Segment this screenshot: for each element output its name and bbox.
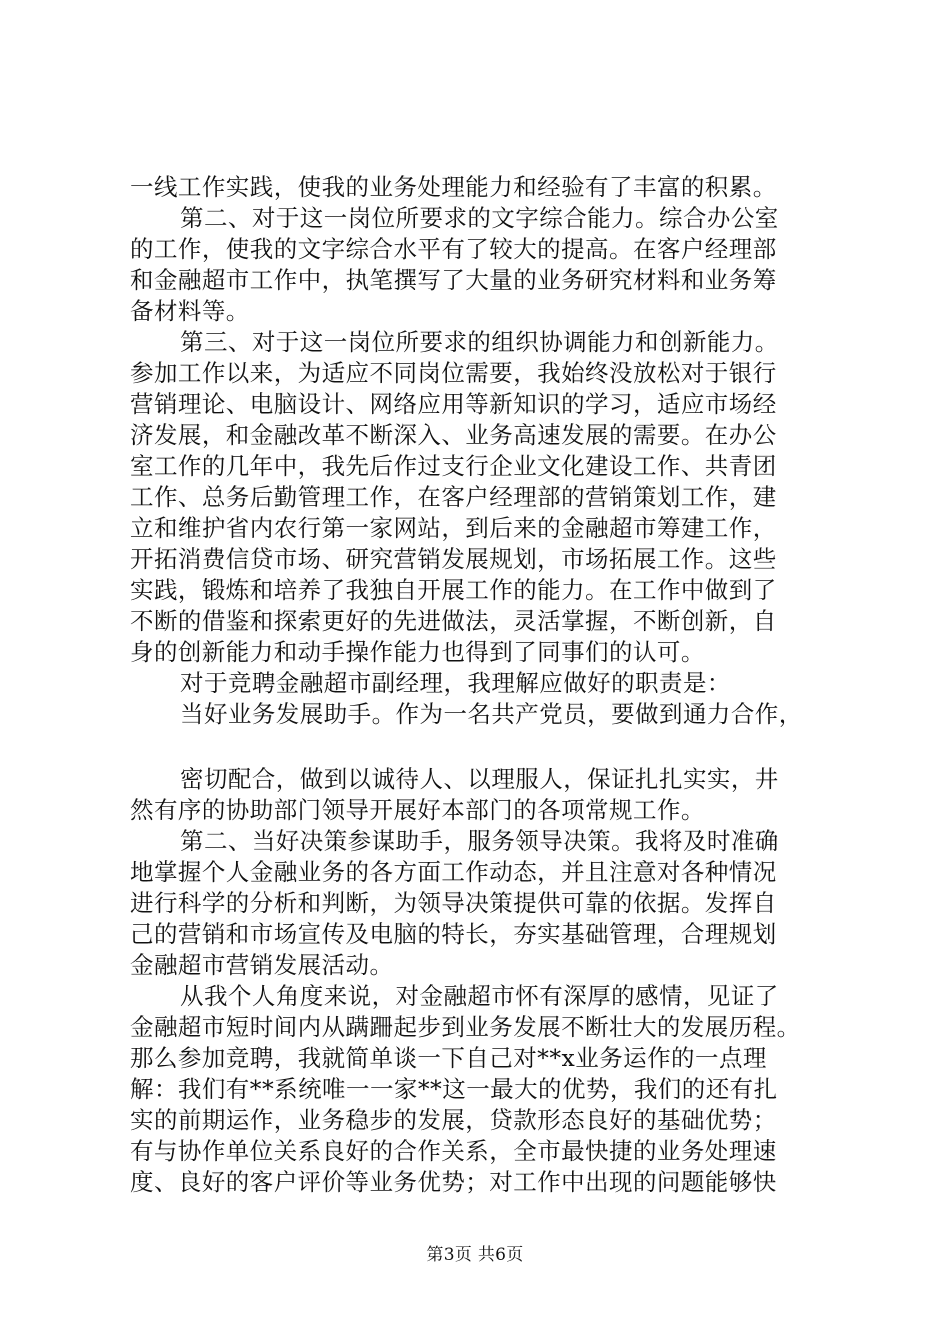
body-line-30: 实的前期运作，业务稳步的发展，贷款形态良好的基础优势； xyxy=(130,1106,777,1134)
body-line-13: 开拓消费信贷市场、研究营销发展规划，市场拓展工作。这些 xyxy=(130,545,777,573)
body-line-6: 第三、对于这一岗位所要求的组织协调能力和创新能力。 xyxy=(180,328,779,356)
body-line-17: 对于竞聘金融超市副经理，我理解应做好的职责是： xyxy=(180,669,731,697)
body-line-23: 进行科学的分析和判断，为领导决策提供可靠的依据。发挥自 xyxy=(130,889,777,917)
body-line-28: 那么参加竞聘，我就简单谈一下自己对**x业务运作的一点理 xyxy=(130,1044,767,1072)
body-line-21: 第二、当好决策参谋助手，服务领导决策。我将及时准确 xyxy=(180,827,779,855)
body-line-15: 不断的借鉴和探索更好的先进做法，灵活掌握，不断创新，自 xyxy=(130,607,777,635)
body-line-29: 解：我们有**系统唯一一家**这一最大的优势，我们的还有扎 xyxy=(130,1075,778,1103)
body-line-9: 济发展，和金融改革不断深入、业务高速发展的需要。在办公 xyxy=(130,421,777,449)
body-line-26: 从我个人角度来说，对金融超市怀有深厚的感情，见证了 xyxy=(180,982,779,1010)
body-line-2: 第二、对于这一岗位所要求的文字综合能力。综合办公室 xyxy=(180,204,779,232)
body-line-7: 参加工作以来，为适应不同岗位需要，我始终没放松对于银行 xyxy=(130,359,777,387)
body-line-25: 金融超市营销发展活动。 xyxy=(130,951,394,979)
body-line-20: 然有序的协助部门领导开展好本部门的各项常规工作。 xyxy=(130,796,705,824)
body-line-16: 身的创新能力和动手操作能力也得到了同事们的认可。 xyxy=(130,638,705,666)
body-line-24: 己的营销和市场宣传及电脑的特长，夯实基础管理，合理规划 xyxy=(130,920,777,948)
page-footer: 第3页 共6页 xyxy=(426,1245,524,1265)
body-line-22: 地掌握个人金融业务的各方面工作动态，并且注意对各种情况 xyxy=(130,858,777,886)
body-line-5: 备材料等。 xyxy=(130,297,250,325)
body-line-4: 和金融超市工作中，执笔撰写了大量的业务研究材料和业务筹 xyxy=(130,266,777,294)
body-line-10: 室工作的几年中，我先后作过支行企业文化建设工作、共青团 xyxy=(130,452,777,480)
body-line-19: 密切配合，做到以诚待人、以理服人，保证扎扎实实，井 xyxy=(180,765,779,793)
body-line-12: 立和维护省内农行第一家网站，到后来的金融超市筹建工作， xyxy=(130,514,777,542)
body-line-27: 金融超市短时间内从蹒跚起步到业务发展不断壮大的发展历程。 xyxy=(130,1013,801,1041)
body-line-32: 度、良好的客户评价等业务优势；对工作中出现的问题能够快 xyxy=(130,1168,777,1196)
body-line-11: 工作、总务后勤管理工作，在客户经理部的营销策划工作，建 xyxy=(130,483,777,511)
body-line-3: 的工作，使我的文字综合水平有了较大的提高。在客户经理部 xyxy=(130,235,777,263)
body-line-18: 当好业务发展助手。作为一名共产党员，要做到通力合作， xyxy=(180,700,803,728)
body-line-8: 营销理论、电脑设计、网络应用等新知识的学习，适应市场经 xyxy=(130,390,777,418)
body-line-1: 一线工作实践，使我的业务处理能力和经验有了丰富的积累。 xyxy=(130,173,777,201)
body-line-31: 有与协作单位关系良好的合作关系，全市最快捷的业务处理速 xyxy=(130,1137,777,1165)
body-line-14: 实践，锻炼和培养了我独自开展工作的能力。在工作中做到了 xyxy=(130,576,777,604)
